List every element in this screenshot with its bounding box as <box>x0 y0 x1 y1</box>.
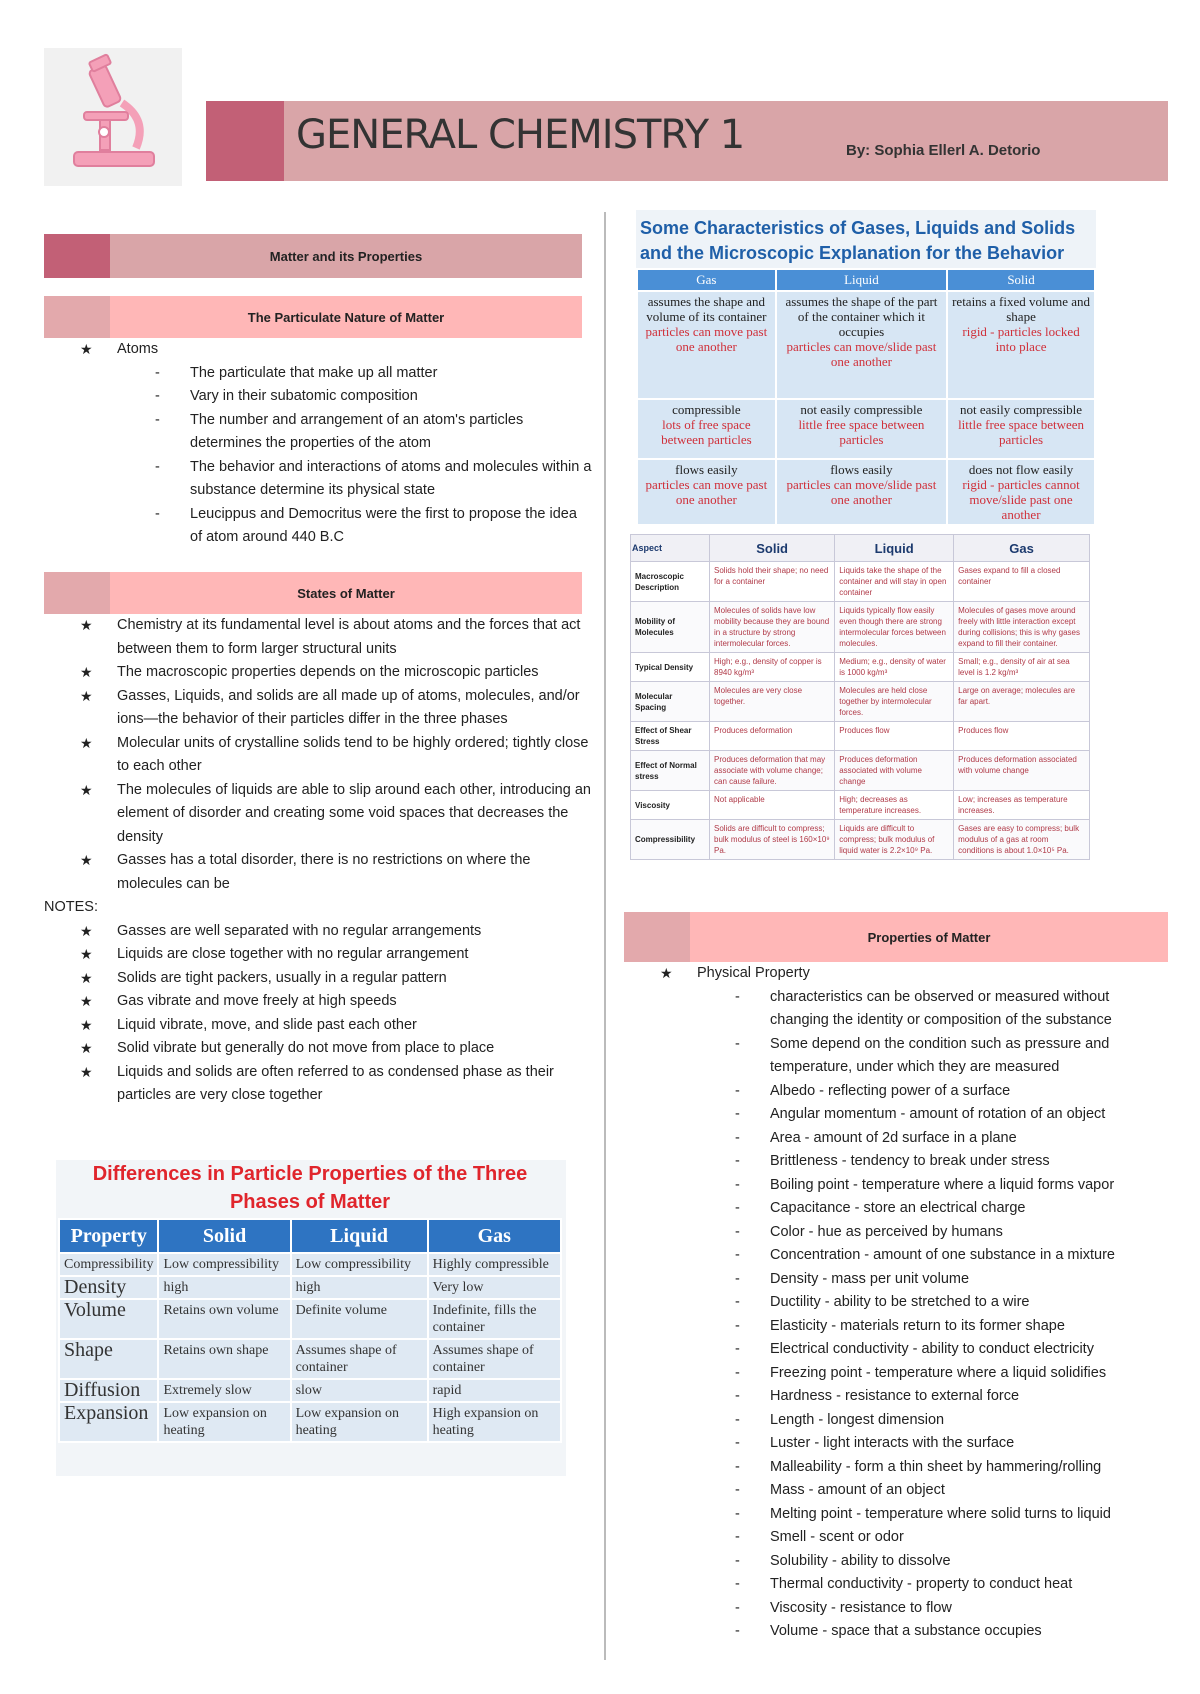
cell-explanation: little free space between particles <box>798 417 925 447</box>
column-header: Solid <box>710 535 835 562</box>
table-cell <box>637 291 776 399</box>
table-row <box>631 751 1090 791</box>
list-item: - Elasticity - materials return to its former shape <box>624 1315 1172 1339</box>
cell-explanation: particles can move past one another <box>645 477 768 507</box>
table-cell <box>947 459 1095 525</box>
table-cell: Molecules of solids have low mobility because they are bound in a structure by strong intermolecular forces. <box>710 602 835 653</box>
document-author: By: Sophia Ellerl A. Detorio <box>846 142 1041 159</box>
column-header: Liquid <box>835 535 954 562</box>
list-item: ★ Gas vibrate and move freely at high speeds <box>44 990 592 1014</box>
cell-property: retains a fixed volume and shape <box>952 294 1090 324</box>
list-item: ★ Chemistry at its fundamental level is about atoms and the forces that act between them to form larger structural units <box>44 614 592 661</box>
list-item: ★ Solid vibrate but generally do not move from place to place <box>44 1037 592 1061</box>
table-cell: Gases expand to fill a closed container <box>954 562 1090 602</box>
atoms-section <box>44 338 592 550</box>
table-cell <box>637 459 776 525</box>
table-cell: Molecules are very close together. <box>710 682 835 722</box>
table-cell <box>776 291 947 399</box>
table-cell: Produces deformation that may associate with volume change; can cause failure. <box>710 751 835 791</box>
table-cell: Molecular Spacing <box>631 682 710 722</box>
table-row <box>637 459 1095 525</box>
cell-explanation: rigid - particles locked into place <box>962 324 1080 354</box>
table-cell <box>776 459 947 525</box>
table-cell: Molecules of gases move around freely with little interaction except during collisions; this is why gases expand to fill their container. <box>954 602 1090 653</box>
table-cell: Liquids typically flow easily even though there are strong intermolecular forces between molecules. <box>835 602 954 653</box>
table-cell <box>776 399 947 459</box>
banner-particulate-nature <box>44 296 582 338</box>
column-header: Gas <box>954 535 1090 562</box>
table-cell: Macroscopic Description <box>631 562 710 602</box>
atoms-heading: ★ Atoms <box>44 338 592 362</box>
column-header: Liquid <box>776 269 947 291</box>
table-cell <box>947 399 1095 459</box>
table-row <box>631 820 1090 860</box>
table-cell: Compressibility <box>631 820 710 860</box>
table-cell: High; decreases as temperature increases. <box>835 791 954 820</box>
list-item: - Leucippus and Democritus were the first to propose the idea of atom around 440 B.C <box>44 503 592 550</box>
table-cell: Low expansion on heating <box>291 1402 428 1442</box>
list-item: - Melting point - temperature where solid turns to liquid <box>624 1503 1172 1527</box>
table-cell: Typical Density <box>631 653 710 682</box>
table-cell <box>947 291 1095 399</box>
list-item: - Concentration - amount of one substance in a mixture <box>624 1244 1172 1268</box>
notes-label: NOTES: <box>44 899 98 915</box>
list-item: - Vary in their subatomic composition <box>44 385 592 409</box>
list-item: - Viscosity - resistance to flow <box>624 1597 1172 1621</box>
table-cell: rapid <box>428 1379 561 1402</box>
list-item: - Brittleness - tendency to break under stress <box>624 1150 1172 1174</box>
list-item: ★ Solids are tight packers, usually in a regular pattern <box>44 967 592 991</box>
table-cell: Highly compressible <box>428 1253 561 1276</box>
table-row <box>59 1276 561 1299</box>
table-cell: Compressibility <box>59 1253 158 1276</box>
table-row <box>59 1299 561 1339</box>
list-item: - Area - amount of 2d surface in a plane <box>624 1127 1172 1151</box>
list-item: - The number and arrangement of an atom's particles determines the properties of the atom <box>44 409 592 456</box>
cell-property: flows easily <box>830 462 893 477</box>
column-header: Gas <box>637 269 776 291</box>
table-header-row <box>631 535 1090 562</box>
table-cell: Produces deformation <box>710 722 835 751</box>
table-cell: Produces deformation associated with volume change <box>954 751 1090 791</box>
column-header: Aspect <box>631 535 710 562</box>
header-accent <box>206 101 284 181</box>
table-cell: Definite volume <box>291 1299 428 1339</box>
banner-label: The Particulate Nature of Matter <box>110 296 582 338</box>
table-row <box>59 1379 561 1402</box>
table-cell: High; e.g., density of copper is 8940 kg/m³ <box>710 653 835 682</box>
list-item: - The behavior and interactions of atoms and molecules within a substance determine its physical state <box>44 456 592 503</box>
list-item: - Color - hue as perceived by humans <box>624 1221 1172 1245</box>
table-cell: Extremely slow <box>158 1379 290 1402</box>
list-item: - Volume - space that a substance occupies <box>624 1620 1172 1644</box>
table-cell: Large on average; molecules are far apart. <box>954 682 1090 722</box>
banner-states-of-matter <box>44 572 582 614</box>
table-cell: Liquids take the shape of the container and will stay in open container <box>835 562 954 602</box>
list-item: - Electrical conductivity - ability to conduct electricity <box>624 1338 1172 1362</box>
states-section <box>44 614 592 1108</box>
list-item: - Thermal conductivity - property to conduct heat <box>624 1573 1172 1597</box>
table-cell: Low expansion on heating <box>158 1402 290 1442</box>
document-title: GENERAL CHEMISTRY 1 <box>296 112 745 158</box>
table-cell: high <box>291 1276 428 1299</box>
list-item: - Freezing point - temperature where a liquid solidifies <box>624 1362 1172 1386</box>
table-cell: Small; e.g., density of air at sea level is 1.2 kg/m³ <box>954 653 1090 682</box>
table-cell: Retains own shape <box>158 1339 290 1379</box>
list-item: - Albedo - reflecting power of a surface <box>624 1080 1172 1104</box>
characteristics-table <box>636 268 1096 526</box>
cell-explanation: particles can move/slide past one another <box>786 477 937 507</box>
table-cell: Medium; e.g., density of water is 1000 kg/m³ <box>835 653 954 682</box>
list-item: ★ Gasses, Liquids, and solids are all made up of atoms, molecules, and/or ions—the behavior of their particles differ in the three phases <box>44 685 592 732</box>
table-cell: Very low <box>428 1276 561 1299</box>
table-cell: Low compressibility <box>158 1253 290 1276</box>
list-item: ★ The molecules of liquids are able to slip around each other, introducing an element of disorder and creating some void spaces that decreases the density <box>44 779 592 850</box>
list-item: - Angular momentum - amount of rotation of an object <box>624 1103 1172 1127</box>
table-row <box>631 682 1090 722</box>
table-row <box>631 562 1090 602</box>
table-cell: Liquids are difficult to compress; bulk modulus of liquid water is 2.2×10⁹ Pa. <box>835 820 954 860</box>
phases-table <box>58 1218 562 1443</box>
table-row <box>631 653 1090 682</box>
cell-property: does not flow easily <box>968 462 1074 477</box>
cell-property: flows easily <box>675 462 738 477</box>
column-header: Property <box>59 1219 158 1253</box>
table-cell: Low; increases as temperature increases. <box>954 791 1090 820</box>
table-cell: Effect of Normal stress <box>631 751 710 791</box>
list-item: - characteristics can be observed or measured without changing the identity or composition of the substance <box>624 986 1172 1033</box>
aspect-comparison-table <box>630 534 1090 860</box>
list-item: ★ Gasses has a total disorder, there is no restrictions on where the molecules can be <box>44 849 592 896</box>
cell-property: not easily compressible <box>960 402 1083 417</box>
column-divider <box>604 212 606 1660</box>
column-header: Gas <box>428 1219 561 1253</box>
table-cell: Mobility of Molecules <box>631 602 710 653</box>
table-row <box>637 291 1095 399</box>
table-cell: Produces flow <box>835 722 954 751</box>
table-cell <box>637 399 776 459</box>
microscope-icon <box>44 48 182 186</box>
table-row <box>631 791 1090 820</box>
table-cell: slow <box>291 1379 428 1402</box>
table-cell: Produces deformation associated with volume change <box>835 751 954 791</box>
physical-property-heading: ★ Physical Property <box>624 962 1172 986</box>
list-item: - Ductility - ability to be stretched to a wire <box>624 1291 1172 1315</box>
column-header: Solid <box>158 1219 290 1253</box>
column-header: Liquid <box>291 1219 428 1253</box>
banner-matter-properties <box>44 234 582 278</box>
list-item: - Hardness - resistance to external force <box>624 1385 1172 1409</box>
list-item: ★ Liquids are close together with no regular arrangement <box>44 943 592 967</box>
banner-label: Matter and its Properties <box>110 234 582 278</box>
list-item: - Luster - light interacts with the surface <box>624 1432 1172 1456</box>
table-cell: Gases are easy to compress; bulk modulus of a gas at room conditions is about 1.0×10⁵ Pa. <box>954 820 1090 860</box>
characteristics-figure-title: Some Characteristics of Gases, Liquids and Solids and the Microscopic Explanation for the Behavior <box>640 218 1076 263</box>
list-item: ★ Gasses are well separated with no regular arrangements <box>44 920 592 944</box>
cell-explanation: particles can move/slide past one another <box>786 339 937 369</box>
cell-property: not easily compressible <box>800 402 923 417</box>
list-item: - Some depend on the condition such as pressure and temperature, under which they are measured <box>624 1033 1172 1080</box>
list-item: - Solubility - ability to dissolve <box>624 1550 1172 1574</box>
cell-explanation: little free space between particles <box>958 417 1085 447</box>
table-cell: Assumes shape of container <box>291 1339 428 1379</box>
table-cell: Retains own volume <box>158 1299 290 1339</box>
list-item: - Malleability - form a thin sheet by hammering/rolling <box>624 1456 1172 1480</box>
table-cell: Solids are difficult to compress; bulk modulus of steel is 160×10⁹ Pa. <box>710 820 835 860</box>
table-row <box>59 1253 561 1276</box>
list-item: ★ The macroscopic properties depends on the microscopic particles <box>44 661 592 685</box>
table-cell: Density <box>59 1276 158 1299</box>
list-item: - Boiling point - temperature where a liquid forms vapor <box>624 1174 1172 1198</box>
list-item: - Smell - scent or odor <box>624 1526 1172 1550</box>
table-cell: Expansion <box>59 1402 158 1442</box>
list-item: - Length - longest dimension <box>624 1409 1172 1433</box>
table-cell: High expansion on heating <box>428 1402 561 1442</box>
table-row <box>631 722 1090 751</box>
list-item: - The particulate that make up all matter <box>44 362 592 386</box>
cell-property: assumes the shape and volume of its container <box>646 294 767 324</box>
table-cell: Viscosity <box>631 791 710 820</box>
table-row <box>59 1339 561 1379</box>
table-header-row <box>59 1219 561 1253</box>
microscope-logo <box>44 48 182 186</box>
cell-explanation: particles can move past one another <box>645 324 768 354</box>
cell-property: compressible <box>672 402 741 417</box>
table-cell: high <box>158 1276 290 1299</box>
list-item: ★ Molecular units of crystalline solids tend to be highly ordered; tightly close to each other <box>44 732 592 779</box>
banner-label: States of Matter <box>110 572 582 614</box>
table-header-row <box>637 269 1095 291</box>
column-header: Solid <box>947 269 1095 291</box>
list-item: - Capacitance - store an electrical charge <box>624 1197 1172 1221</box>
table-row <box>631 602 1090 653</box>
table-cell: Molecules are held close together by intermolecular forces. <box>835 682 954 722</box>
list-item: ★ Liquid vibrate, move, and slide past each other <box>44 1014 592 1038</box>
phases-figure-title: Differences in Particle Properties of the Three Phases of Matter <box>92 1163 528 1213</box>
table-cell: Solids hold their shape; no need for a container <box>710 562 835 602</box>
table-cell: Shape <box>59 1339 158 1379</box>
banner-properties-of-matter <box>624 912 1168 962</box>
list-item: ★ Liquids and solids are often referred to as condensed phase as their particles are very close together <box>44 1061 592 1108</box>
table-row <box>637 399 1095 459</box>
cell-explanation: lots of free space between particles <box>661 417 752 447</box>
table-cell: Not applicable <box>710 791 835 820</box>
physical-property-section <box>624 962 1172 1644</box>
table-cell: Produces flow <box>954 722 1090 751</box>
list-item: - Density - mass per unit volume <box>624 1268 1172 1292</box>
cell-explanation: rigid - particles cannot move/slide past one another <box>962 477 1080 522</box>
table-cell: Volume <box>59 1299 158 1339</box>
table-cell: Diffusion <box>59 1379 158 1402</box>
table-cell: Assumes shape of container <box>428 1339 561 1379</box>
banner-label: Properties of Matter <box>690 912 1168 962</box>
table-cell: Low compressibility <box>291 1253 428 1276</box>
list-item: - Mass - amount of an object <box>624 1479 1172 1503</box>
table-cell: Effect of Shear Stress <box>631 722 710 751</box>
table-cell: Indefinite, fills the container <box>428 1299 561 1339</box>
table-row <box>59 1402 561 1442</box>
cell-property: assumes the shape of the part of the container which it occupies <box>785 294 938 339</box>
